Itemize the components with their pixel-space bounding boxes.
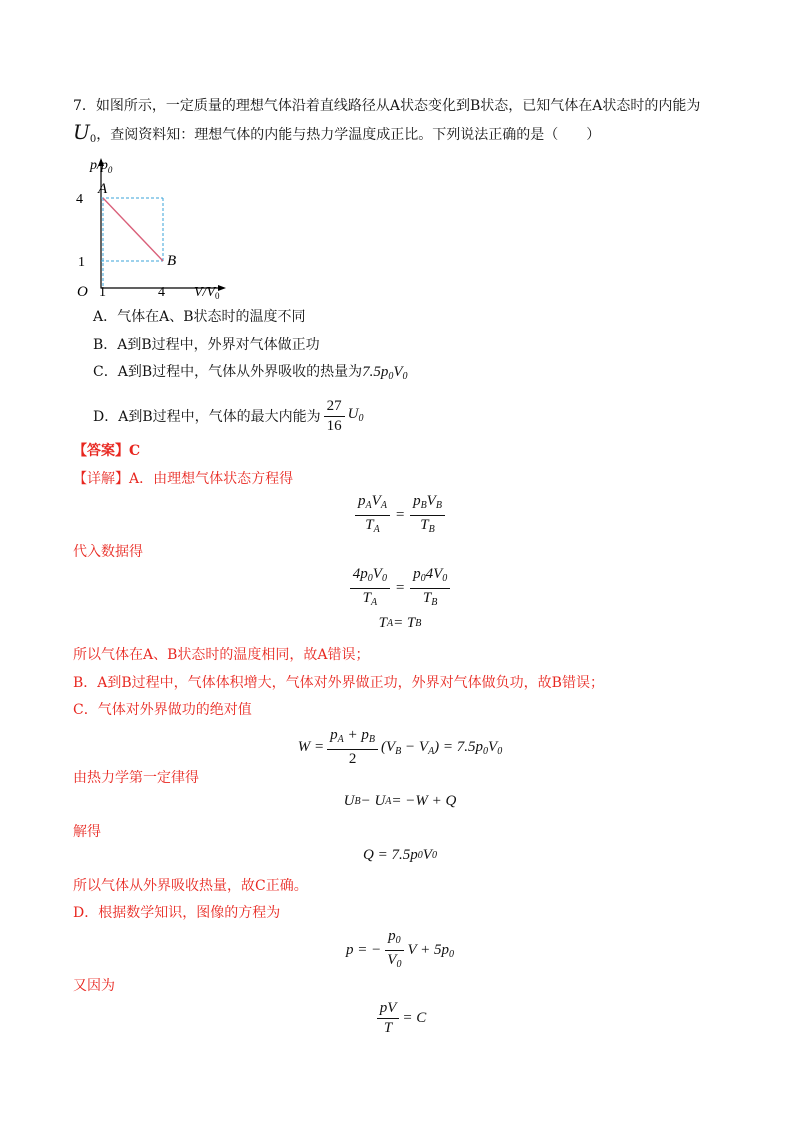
point-b-label: B: [167, 253, 177, 269]
detail-intro: 【详解】A．由理想气体状态方程得: [73, 471, 294, 487]
equation-substituted: $\frac{4p_0V_0}{T_A}$ = $\frac{p_04V_0}{T_B}$: [0, 566, 800, 611]
option-d-fraction: $\frac{27}{16}$: [324, 398, 345, 435]
x-tick-4: 4: [158, 285, 165, 300]
equation-first-law: U B − U A = −W + Q: [343, 793, 457, 809]
substitute-text: 代入数据得: [73, 544, 143, 560]
option-a: A．气体在A、B状态时的温度不同: [93, 309, 306, 325]
question-line-2-text: ，查阅资料知：理想气体的内能与热力学温度成正比。下列说法正确的是（ ）: [96, 127, 601, 143]
equation-line: p = − $\frac{p_0}{V_0}$ $V + 5p_0$: [346, 928, 454, 970]
also-text: 又因为: [73, 978, 115, 994]
answer: 【答案】C: [73, 443, 141, 459]
x-axis-label: $V/V_0$: [194, 285, 220, 300]
dashed-guides: [101, 198, 163, 288]
equation-heat: Q = 7.5p 0 V 0: [363, 847, 437, 863]
equation-temperature: T A = T B: [378, 615, 422, 631]
point-a-label: A: [98, 181, 108, 197]
process-line-a-to-b: [103, 198, 163, 261]
internal-energy-symbol: U: [73, 120, 90, 144]
option-c-value: $7.5p_0V_0$: [362, 364, 408, 382]
pv-graph: [70, 155, 230, 300]
detail-b: B．A到B过程中，气体体积增大，气体对外界做正功，外界对气体做负功，故B错误；: [73, 675, 604, 691]
origin-label: O: [77, 284, 88, 300]
detail-d-intro: D．根据数学知识，图像的方程为: [73, 905, 281, 921]
conclusion-c: 所以气体从外界吸收热量，故C正确。: [73, 878, 308, 894]
y-tick-4: 4: [76, 192, 83, 207]
detail-c-intro: C．气体对外界做功的绝对值: [73, 702, 252, 718]
question-line-2: $U_0$，查阅资料知：理想气体的内能与热力学温度成正比。下列说法正确的是（ ）: [73, 120, 601, 145]
option-b: B．A到B过程中，外界对气体做正功: [93, 337, 320, 353]
solve-text: 解得: [73, 824, 101, 840]
first-law-text: 由热力学第一定律得: [73, 770, 199, 786]
x-tick-1: 1: [99, 285, 106, 300]
equation-gas-law: $\frac{pV}{T}$ = C: [0, 1000, 800, 1037]
y-axis-label: $p/p_0$: [90, 158, 113, 175]
equation-state: $\frac{p_AV_A}{T_A}$ = $\frac{p_BV_B}{T_B}$: [0, 493, 800, 538]
question-line-1: 7．如图所示，一定质量的理想气体沿着直线路径从A状态变化到B状态，已知气体在A状态时的内能为: [73, 98, 701, 114]
option-d-var: $U_0$: [347, 406, 364, 424]
equation-work: W = $\frac{p_A + p_B}{2}$ $(V_B - V_A) = 7.5p_0V_0$: [297, 727, 503, 767]
option-c: C．A到B过程中，气体从外界吸收的热量为$7.5p_0V_0$: [93, 364, 408, 382]
conclusion-a: 所以气体在A、B状态时的温度相同，故A错误；: [73, 647, 370, 663]
option-d: D．A到B过程中，气体的最大内能为 $\frac{27}{16}$ $U_0$: [93, 398, 364, 434]
y-tick-1: 1: [78, 255, 85, 270]
